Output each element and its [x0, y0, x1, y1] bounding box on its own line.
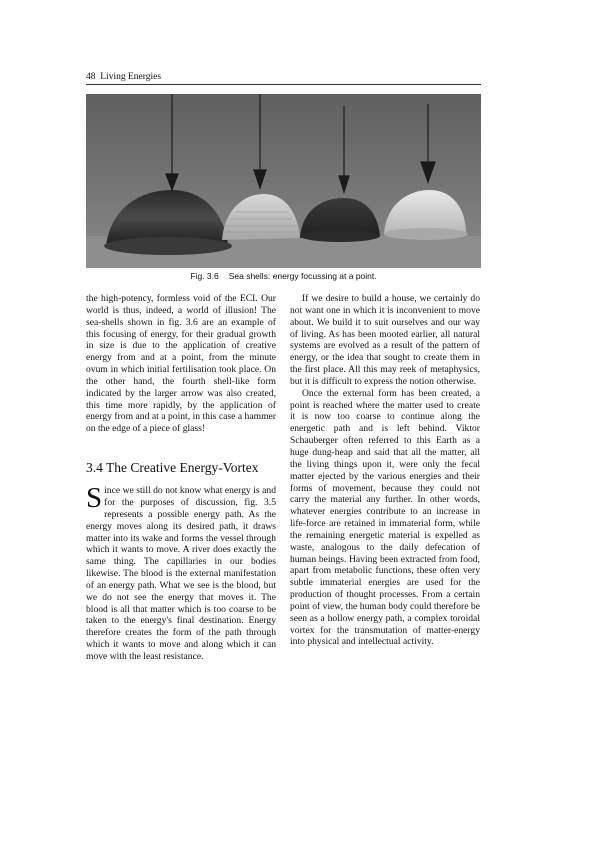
right-paragraph-2: Once the external form has been created, a point is reached where the matter used to create it is now too coarse to continue along the energetic path and is left behind. Viktor Schauberger often referred to this Earth as a huge dung-heap and said that all the matter, all the living things upon it, were only the fecal matter ejected by the various energies and their forms of movement, because they could not carry the material any further. In other words, whatever energies contribute to an increase in life-force are retained in immaterial form, while the remaining energetic material is expelled as waste, analogous to the daily defecation of human beings. Having been extracted from food, apart from metabolic functions, these often very subtle immaterial energies are used for the production of thought processes. From a certain point of view, the human body could therefore be seen as a hollow energy path, a complex toroidal vortex for the transmutation of matter-energy into physical and intellectual activity. [290, 387, 480, 648]
figure-caption [86, 271, 481, 281]
right-paragraph-1: If we desire to build a house, we certainly do not want one in which it is inconvenient to move about. We build it to suit ourselves and our way of living. As has been mooted earlier, all natural systems are evolved as a result of the pattern of energy, or the idea that sought to create them in the first place. All this may reek of metaphysics, but it is difficult to express the notion otherwise. [290, 293, 480, 387]
drop-cap: S [86, 482, 103, 515]
section-heading: 3.4 The Creative Energy-Vortex [86, 460, 259, 476]
running-title: Living Energies [100, 72, 162, 82]
figure-label: Fig. 3.6 [190, 271, 219, 281]
left-column [86, 293, 276, 663]
sea-shells-photo [86, 94, 481, 268]
page-number: 48 [86, 72, 96, 82]
running-header [86, 72, 481, 85]
figure-caption-text: Sea shells: energy focussing at a point. [228, 271, 377, 281]
left-paragraph-2-text: ince we still do not know what energy is and for the purposes of discussion, fig. 3.5 represents a possible energy path. As the energy moves along its desired path, it draws matter into its wake and forms the vessel through which it wants to move. A river does exactly the same thing. The capillaries in our bodies likewise. The blood is the external manifestation of an energy path. What we see is the blood, but we do not see the energy that moves it. The blood is all that matter which is too coarse to be taken to the energy's final destination. Energy therefore creates the form of the path through which it wants to move and along which it can move with the least resistance. [86, 485, 276, 662]
left-paragraph-1: the high-potency, formless void of the ECI. Our world is thus, indeed, a world of illusion! The sea-shells shown in fig. 3.6 are an example of this focusing of energy, for their gradual growth in size is due to the application of creative energy from and at a point, from the minute ovum in which initial fertilisation took place. On the other hand, the fourth shell-like form indicated by the larger arrow was also created, this time more rapidly, by the application of energy from and at a point, in this case a hammer on the edge of a piece of glass! [86, 293, 276, 435]
right-column [290, 293, 480, 648]
left-paragraph-2 [86, 482, 276, 663]
